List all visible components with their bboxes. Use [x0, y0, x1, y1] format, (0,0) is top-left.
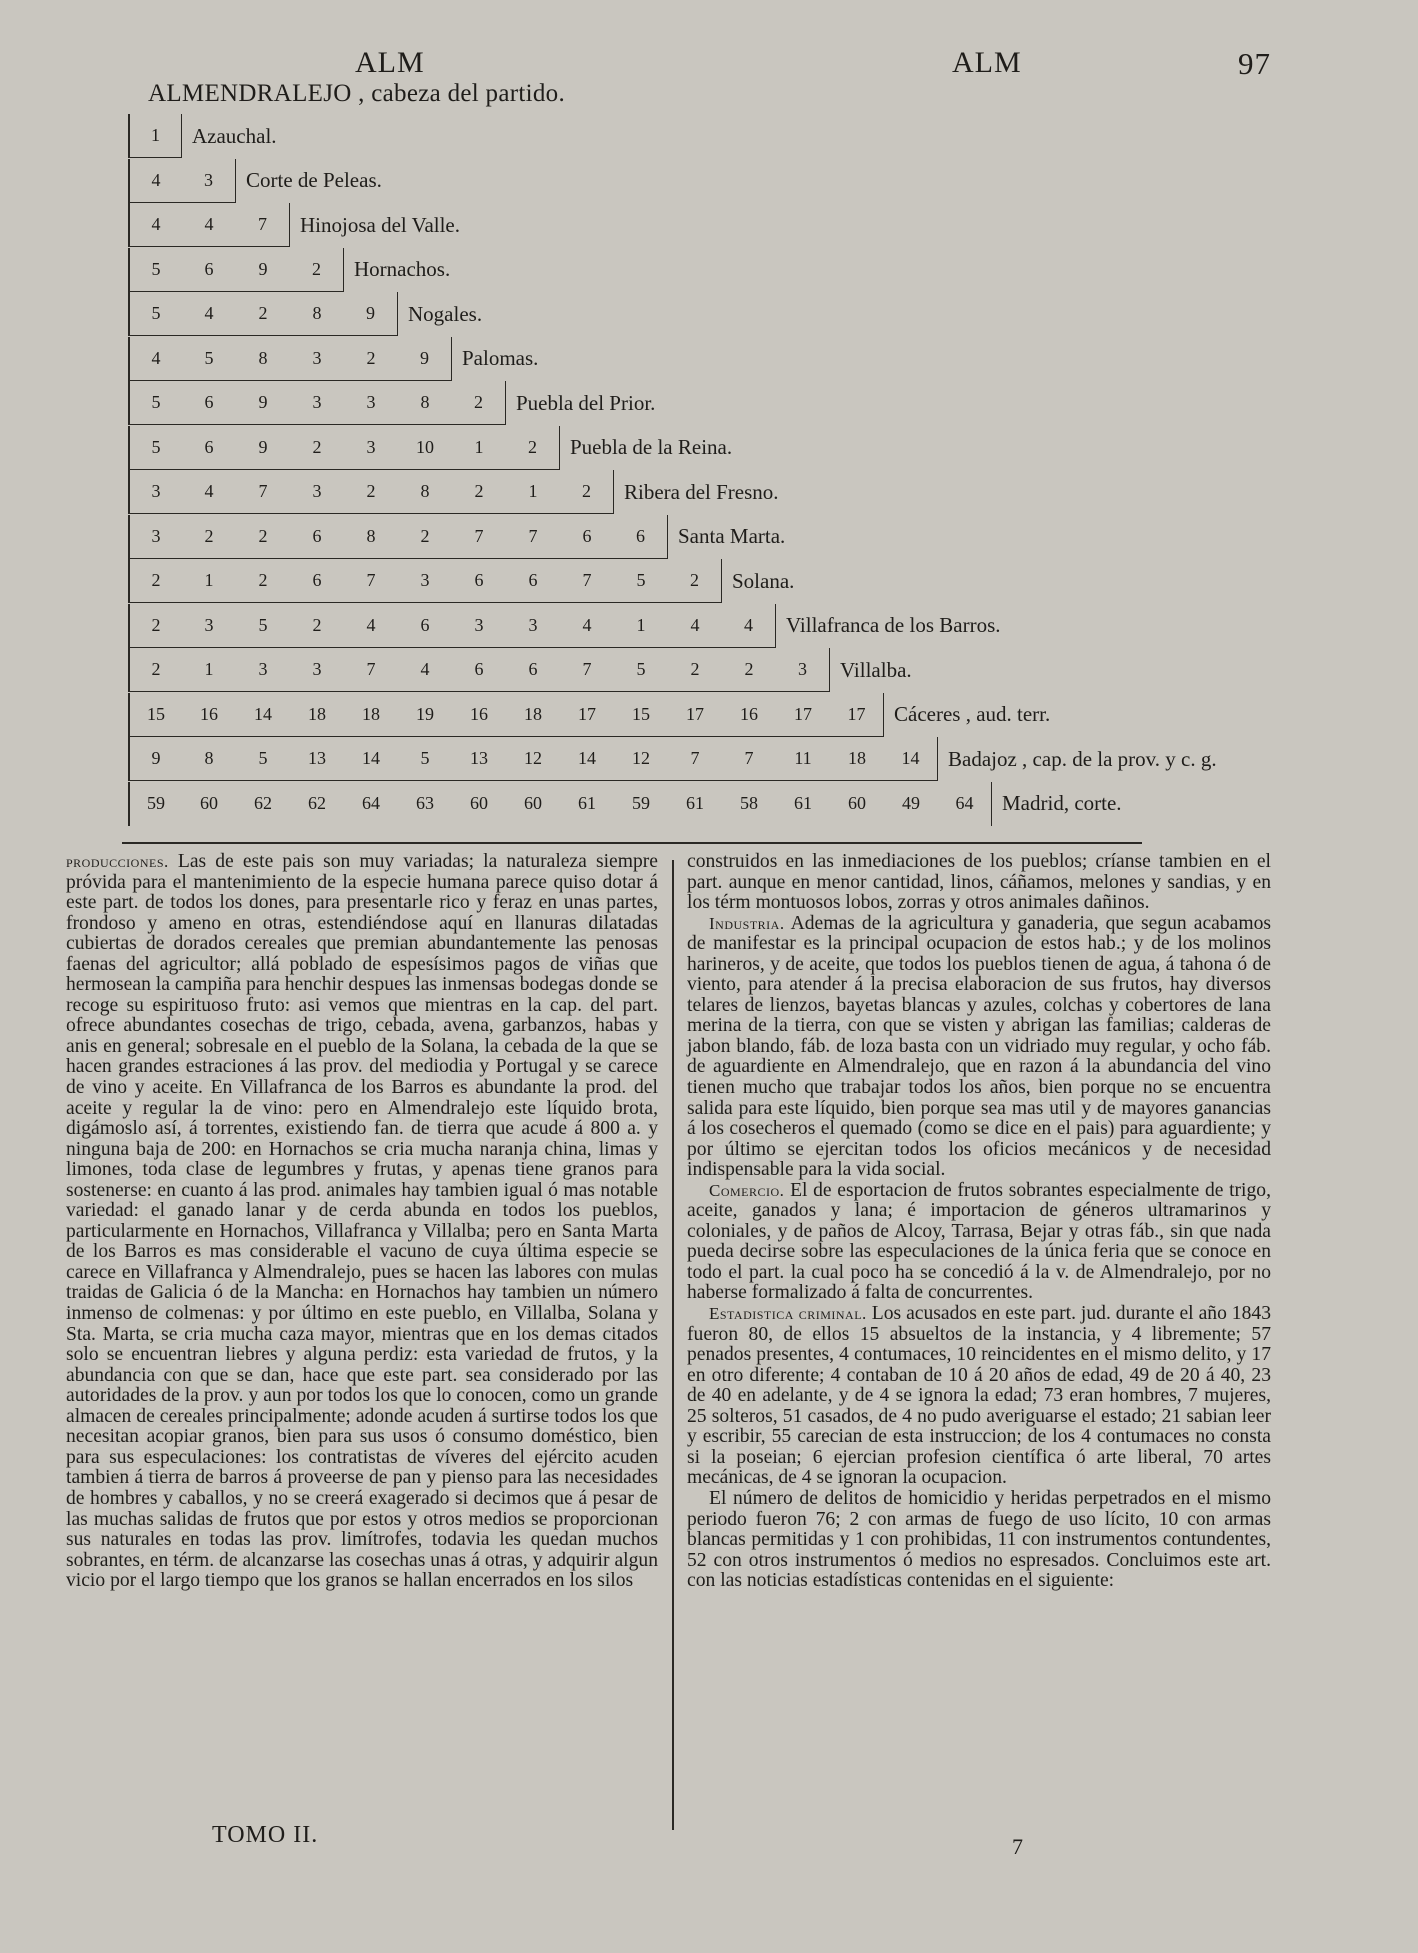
running-head-center: ALM	[952, 46, 1022, 79]
distance-cell: 7	[344, 559, 398, 603]
distance-cell: 1	[128, 114, 182, 158]
distance-cell: 2	[182, 515, 236, 559]
distance-cell: 60	[470, 793, 488, 813]
distance-cell: 7	[560, 648, 614, 692]
town-name: Villafranca de los Barros.	[786, 613, 1001, 637]
running-head-left: ALM	[355, 46, 425, 79]
distance-cell: 18	[344, 693, 398, 737]
paragraph-continuation: construidos en las inmediaciones de los pueblos; críanse tambien en el part. aunque en menor cantidad, linos, cáñamos, melones y sandias, y en los térm montuosos lobos, zorras y otros animales dañinos.	[687, 851, 1271, 914]
distance-cell: 9	[398, 337, 452, 381]
distance-cell: 2	[506, 426, 560, 470]
right-column	[687, 852, 1271, 1592]
distance-cell: 4	[128, 159, 182, 203]
distance-row	[128, 648, 912, 692]
distance-row	[128, 159, 382, 203]
volume-label: TOMO II.	[212, 1822, 319, 1848]
distance-row	[128, 559, 794, 603]
distance-row	[128, 248, 450, 292]
signature-mark: 7	[1012, 1834, 1023, 1859]
paragraph-text: El de esportacion de frutos sobrantes especialmente de trigo, aceite, ganados y lana; é importacion de géneros ultramarinos y coloniales, y de paños de Alcoy, Tarrasa, Bejar y otras fáb., sin que nada pueda decirse sobre las especulaciones de la única feria que se conoce en todo el part. la cual poco ha se concedió á la v. de Almendralejo, por no haberse formalizado á falta de concurrentes.	[687, 1179, 1271, 1304]
section-heading-estadistica: Estadistica criminal.	[709, 1304, 867, 1324]
distance-cell: 6	[614, 515, 668, 559]
distance-cell: 1	[614, 604, 668, 648]
distance-cell: 12	[506, 737, 560, 781]
distance-cell: 9	[236, 381, 290, 425]
distance-cell: 14	[236, 693, 290, 737]
distance-cell: 7	[236, 470, 290, 514]
distance-cell: 18	[830, 737, 884, 781]
distance-row	[128, 381, 655, 425]
distance-cell: 3	[182, 159, 236, 203]
distance-cell: 9	[236, 248, 290, 292]
town-name: Hinojosa del Valle.	[300, 212, 461, 237]
distance-cell: 59	[632, 793, 650, 813]
distance-cell: 14	[344, 737, 398, 781]
distance-cell: 6	[506, 559, 560, 603]
distance-cell: 18	[290, 693, 344, 737]
distance-cell: 14	[560, 737, 614, 781]
distance-cell: 2	[722, 648, 776, 692]
distance-cell: 3	[506, 604, 560, 648]
distance-cell: 3	[290, 648, 344, 692]
distance-cell: 7	[344, 648, 398, 692]
paragraph-text: Ademas de la agricultura y ganaderia, que segun acabamos de manifestar es la principal ocupacion de estos hab.; y de los molinos harineros, y de aceite, que todos los pueblos tienen de agua, á tahona ó de viento, para atender á la precisa elaboracion de sus frutos, hay diversos telares de lienzos, bayetas blancas y azules, colchas y cobertores de lana merina de la tierra, con que se visten y abrigan las familias; calderas de jabon blando, fáb. de loza basta con un vidriado muy regular, y ocho fáb. de aguardiente en Almendralejo, que en razon á la abundancia del vino tienen mucho que trabajar todos los años, bien porque no se encuentra salida para este líquido, bien porque sea mas util y de mayores ganancias á los cosecheros el quemado (como se dice en el pais) para aguardiente; y por último se ejercitan todos los oficios mecánicos y de necesidad indispensable para la vida social.	[687, 912, 1271, 1181]
distance-cell: 58	[740, 793, 758, 813]
distance-cell: 6	[452, 648, 506, 692]
distance-cell: 64	[362, 793, 380, 813]
distance-cell: 3	[182, 604, 236, 648]
distance-cell: 4	[560, 604, 614, 648]
distance-cell: 2	[560, 470, 614, 514]
distance-cell: 59	[128, 782, 182, 826]
distance-cell: 11	[776, 737, 830, 781]
distance-cell: 2	[452, 381, 506, 425]
distance-cell: 4	[398, 648, 452, 692]
distance-cell: 3	[452, 604, 506, 648]
section-heading-producciones: producciones.	[66, 852, 169, 871]
distance-cell: 2	[668, 648, 722, 692]
distance-cell: 4	[128, 203, 182, 247]
distance-cell: 3	[128, 470, 182, 514]
distance-cell: 7	[722, 737, 776, 781]
distance-cell: 5	[128, 248, 182, 292]
distance-cell: 15	[128, 693, 182, 737]
distance-cell: 16	[722, 693, 776, 737]
distance-cell: 9	[128, 737, 182, 781]
distance-cell: 15	[614, 693, 668, 737]
distance-cell: 5	[128, 292, 182, 336]
distance-row	[128, 782, 1122, 826]
distance-cell: 1	[182, 648, 236, 692]
distance-cell: 19	[398, 693, 452, 737]
paragraph-estadistica	[687, 1304, 1271, 1489]
distance-row	[128, 426, 732, 470]
distance-cell: 60	[848, 793, 866, 813]
distance-cell: 61	[794, 793, 812, 813]
distance-cell: 14	[884, 737, 938, 781]
town-name: Badajoz , cap. de la prov. y c. g.	[948, 746, 1217, 771]
distance-cell: 5	[128, 381, 182, 425]
distance-cell: 2	[128, 559, 182, 603]
distance-cell: 63	[416, 793, 434, 813]
distance-row	[128, 114, 277, 158]
town-name: Azauchal.	[192, 123, 277, 148]
distance-cell: 5	[614, 648, 668, 692]
distance-cell: 6	[290, 559, 344, 603]
distance-cell: 4	[182, 203, 236, 247]
distance-cell: 17	[668, 693, 722, 737]
distance-cell: 6	[560, 515, 614, 559]
paragraph-producciones	[66, 852, 658, 1592]
distance-cell: 17	[830, 693, 884, 737]
distance-row	[128, 604, 1001, 648]
town-name: Puebla de la Reina.	[570, 435, 733, 459]
town-name: Cáceres , aud. terr.	[894, 702, 1051, 726]
distance-cell: 12	[614, 737, 668, 781]
distance-cell: 4	[668, 604, 722, 648]
distance-cell: 6	[452, 559, 506, 603]
left-column	[66, 852, 658, 1592]
distance-cell: 3	[128, 515, 182, 559]
distance-row	[128, 337, 538, 381]
distance-cell: 2	[236, 515, 290, 559]
distance-cell: 9	[236, 426, 290, 470]
distance-cell: 60	[200, 793, 218, 813]
distance-cell: 7	[668, 737, 722, 781]
distance-cell: 2	[668, 559, 722, 603]
distance-cell: 6	[182, 426, 236, 470]
distance-row	[128, 515, 785, 559]
distance-cell: 5	[614, 559, 668, 603]
distance-cell: 16	[182, 693, 236, 737]
distance-cell: 3	[290, 381, 344, 425]
distance-cell: 2	[236, 292, 290, 336]
section-heading-industria: Industria.	[709, 913, 785, 933]
distance-cell: 8	[344, 515, 398, 559]
distance-cell: 6	[182, 381, 236, 425]
distance-cell: 17	[560, 693, 614, 737]
distance-cell: 64	[938, 782, 992, 826]
distance-cell: 4	[344, 604, 398, 648]
distance-cell: 4	[722, 604, 776, 648]
distance-cell: 1	[182, 559, 236, 603]
distance-cell: 2	[128, 604, 182, 648]
distance-cell: 3	[344, 426, 398, 470]
section-heading-comercio: Comercio.	[709, 1180, 785, 1200]
town-name: Santa Marta.	[678, 524, 786, 548]
distance-cell: 3	[290, 470, 344, 514]
distance-row	[128, 737, 1217, 781]
paragraph-homicidios: El número de delitos de homicidio y heridas perpetrados en el mismo periodo fueron 76; 2 con armas de fuego de uso lícito, 10 con armas blancas permitidas y 1 con prohibidas, 11 con instrumentos contundentes, 52 con otros instrumentos ó medios no espresados. Concluimos este art. con las noticias estadísticas contenidas en el siguiente:	[687, 1487, 1271, 1592]
paragraph-comercio	[687, 1181, 1271, 1304]
distance-cell: 3	[344, 381, 398, 425]
distance-cell: 60	[524, 793, 542, 813]
distance-cell: 7	[506, 515, 560, 559]
distance-cell: 6	[506, 648, 560, 692]
distance-cell: 3	[236, 648, 290, 692]
distance-cell: 4	[182, 470, 236, 514]
table-title: ALMENDRALEJO , cabeza del partido.	[148, 80, 566, 107]
distance-cell: 3	[290, 337, 344, 381]
distance-cell: 2	[344, 337, 398, 381]
paragraph-industria	[687, 914, 1271, 1181]
paragraph-text: Los acusados en este part. jud. durante el año 1843 fueron 80, de ellos 15 absueltos de la instancia, y 4 libremente; 57 penados presentes, 4 contumaces, 10 reincidentes en el mismo delito, y 17 en otro diferente; 4 contaban de 10 á 20 años de edad, 49 de 20 á 40, 23 de 40 en adelante, y de 4 se ignora la edad; 73 eran hombres, 7 mujeres, 25 solteros, 51 casados, de 4 no pudo averiguarse el estado; 21 sabian leer y escribir, 55 carecian de esta instruccion; de los 4 contumaces no consta si la poseian; 6 ejercian profesion científica ó arte liberal, 70 artes mecánicas, de 4 se ignoran la ocupacion.	[687, 1303, 1271, 1489]
distance-cell: 61	[578, 793, 596, 813]
distance-cell: 17	[776, 693, 830, 737]
distance-cell: 13	[290, 737, 344, 781]
distance-cell: 2	[398, 515, 452, 559]
town-name: Solana.	[732, 568, 795, 593]
distance-cell: 3	[776, 648, 830, 692]
distance-cell: 8	[236, 337, 290, 381]
distance-cell: 62	[254, 793, 272, 813]
distance-cell: 61	[686, 793, 704, 813]
distance-cell: 5	[398, 737, 452, 781]
distance-cell: 5	[236, 604, 290, 648]
distance-cell: 2	[236, 559, 290, 603]
distance-cell: 1	[506, 470, 560, 514]
distance-row	[128, 292, 482, 336]
distance-cell: 2	[290, 604, 344, 648]
distance-cell: 8	[182, 737, 236, 781]
distance-cell: 2	[290, 248, 344, 292]
paragraph-text: Las de este pais son muy variadas; la naturaleza siempre próvida para el mantenimiento de la especie humana parece quiso dotar á este part. de todos los dones, para presentarle rico y feraz en unas partes, frondoso y ameno en otras, estendiéndose aquí en llanuras dilatadas cubiertas de dorados cereales que premian abundantemente las penosas faenas del agricultor; allá poblado de espesísimos pagos de viñas que hermosean la campiña para henchir despues las inmensas bodegas donde se recoge su espirituoso fruto: asi vemos que mientras en la cap. del part. ofrece abundantes cosechas de trigo, cebada, avena, garbanzos, habas y anis en general; sobresale en el pueblo de la Solana, la cebada de la que se hacen grandes estraciones á las prov. del mediodia y Portugal y se carece de vino y aceite. En Villafranca de los Barros es abundante la prod. del aceite y regular la de vino: pero en Almendralejo este líquido brota, digámoslo así, á torrentes, existiendo fan. de tierra que acude á 800 a. y ninguna baja de 200: en Hornachos se cria mucha naranja china, limas y limones, toda clase de legumbres y frutas, y apenas tiene granos para sostenerse: en cuanto á las prod. animales hay tambien igual ó mas notable variedad: el ganado lanar y de cerda abunda en todos los pueblos, particularmente en Hornachos, Villafranca y Villalba; pero en Santa Marta de los Barros es mas considerable el vacuno de cuya última especie se carece en Villafranca y Almendralejo, pues se hacen las labores con mulas traidas de Galicia ó de la Mancha: en Hornachos hay tambien un número inmenso de colmenas: y por último en este pueblo, en Villalba, Solana y Sta. Marta, se cria mucha caza mayor, mientras que en los demas citados solo se encuentran liebres y alguna perdiz: esta variedad de frutos, y la abundancia con que se dan, hace que este part. sea considerado por las autoridades de la prov. y aun por todos los que lo conocen, como un grande almacen de cereales principalmente; adonde acuden á surtirse todos los que necesitan acopiar granos, bien para sus usos ó consumo doméstico, bien para sus especulaciones: los contratistas de víveres del ejército acuden tambien á tierra de barros á proveerse de pan y pienso para las necesidades de hombres y caballos, y no se creerá exagerado si decimos que á pesar de las muchas salidas de frutos que por estos y otros medios se proporcionan sus naturales en todas las prov. limítrofes, todavia les quedan muchos sobrantes, en térm. de alcanzarse las cosechas unas á otras, y adquirir algun vicio por el largo tiempo que los granos se hallan encerrados en los silos	[66, 851, 658, 1592]
column-divider	[672, 860, 674, 1830]
distance-cell: 2	[290, 426, 344, 470]
town-name: Villalba.	[840, 657, 912, 682]
distance-cell: 7	[560, 559, 614, 603]
distance-cell: 13	[452, 737, 506, 781]
distance-row	[128, 203, 460, 247]
town-name: Nogales.	[408, 301, 483, 326]
distance-cell: 10	[398, 426, 452, 470]
distance-cell: 6	[398, 604, 452, 648]
town-name: Madrid, corte.	[1002, 791, 1122, 815]
distance-cell: 2	[344, 470, 398, 514]
distance-cell: 6	[290, 515, 344, 559]
table-bottom-rule	[122, 842, 1142, 844]
page-number: 97	[1238, 46, 1271, 81]
distance-cell: 4	[182, 292, 236, 336]
distance-cell: 8	[398, 470, 452, 514]
distance-cell: 2	[452, 470, 506, 514]
town-name: Hornachos.	[354, 257, 451, 281]
distance-cell: 2	[128, 648, 182, 692]
town-name: Ribera del Fresno.	[624, 479, 779, 504]
distance-cell: 3	[398, 559, 452, 603]
town-name: Palomas.	[462, 346, 539, 370]
distance-cell: 18	[506, 693, 560, 737]
distance-cell: 5	[236, 737, 290, 781]
distance-cell: 4	[128, 337, 182, 381]
distance-cell: 5	[182, 337, 236, 381]
distance-cell: 16	[452, 693, 506, 737]
distance-cell: 1	[452, 426, 506, 470]
distance-cell: 62	[308, 793, 326, 813]
town-name: Puebla del Prior.	[516, 390, 656, 415]
distance-cell: 5	[128, 426, 182, 470]
distance-row	[128, 470, 779, 514]
distance-cell: 8	[290, 292, 344, 336]
distance-cell: 8	[398, 381, 452, 425]
town-name: Corte de Peleas.	[246, 168, 382, 192]
distance-cell: 7	[452, 515, 506, 559]
distance-cell: 9	[344, 292, 398, 336]
distance-cell: 49	[902, 793, 920, 813]
distance-cell: 6	[182, 248, 236, 292]
distance-cell: 7	[236, 203, 290, 247]
distance-row	[128, 693, 1050, 737]
